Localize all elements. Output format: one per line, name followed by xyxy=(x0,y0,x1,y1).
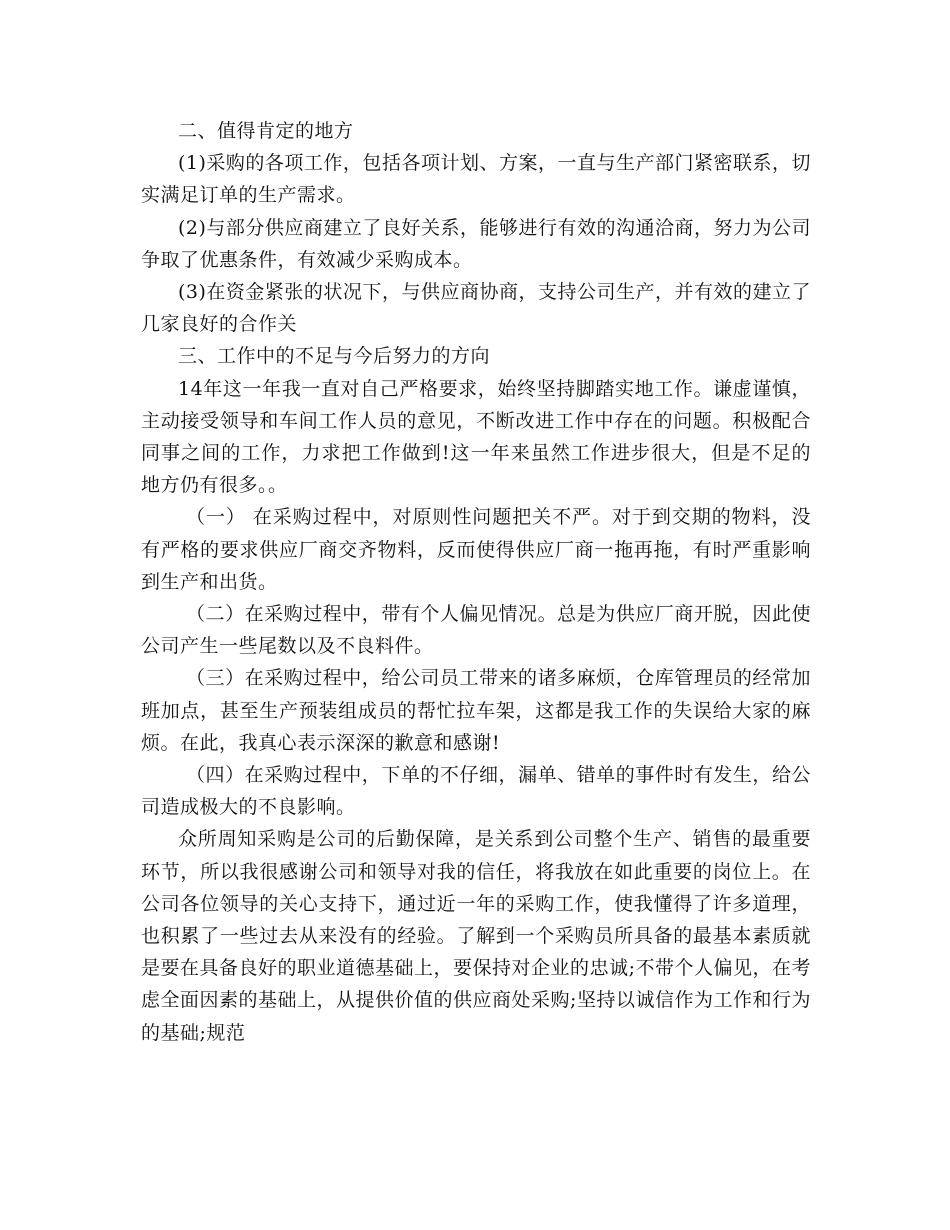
paragraph-summary: 14年这一年我一直对自己严格要求，始终坚持脚踏实地工作。谦虚谨慎，主动接受领导和车间工作人员的意见，不断改进工作中存在的问题。积极配合同事之间的工作，力求把工作做到!这一年来虽然工作进步很大，但是不足的地方仍有很多。。 xyxy=(141,377,811,497)
paragraph-shortcoming-2: （二）在采购过程中，带有个人偏见情况。总是为供应厂商开脱，因此使公司产生一些尾数以及不良料件。 xyxy=(141,603,811,658)
paragraph-shortcoming-3: （三）在采购过程中，给公司员工带来的诸多麻烦，仓库管理员的经常加班加点，甚至生产预装组成员的帮忙拉车架，这都是我工作的失误给大家的麻烦。在此，我真心表示深深的歉意和感谢! xyxy=(141,667,811,754)
section-heading-positive: 二、值得肯定的地方 xyxy=(178,120,354,142)
document-body xyxy=(141,115,811,1049)
paragraph-shortcoming-4: （四）在采购过程中，下单的不仔细，漏单、错单的事件时有发生，给公司造成极大的不良影响。 xyxy=(141,764,811,819)
section-heading-shortcomings: 三、工作中的不足与今后努力的方向 xyxy=(178,345,491,368)
paragraph-item-3: (3)在资金紧张的状况下，与供应商协商，支持公司生产，并有效的建立了几家良好的合作关 xyxy=(141,281,811,336)
paragraph-item-2: (2)与部分供应商建立了良好关系，能够进行有效的沟通洽商，努力为公司争取了优惠条件，有效减少采购成本。 xyxy=(141,216,811,271)
paragraph-shortcoming-1: （一） 在采购过程中，对原则性问题把关不严。对于到交期的物料，没有严格的要求供应厂商交齐物料，反而使得供应厂商一拖再拖，有时严重影响到生产和出货。 xyxy=(141,506,811,593)
paragraph-item-1: (1)采购的各项工作，包括各项计划、方案，一直与生产部门紧密联系，切实满足订单的生产需求。 xyxy=(141,152,811,207)
paragraph-conclusion: 众所周知采购是公司的后勤保障，是关系到公司整个生产、销售的最重要环节，所以我很感谢公司和领导对我的信任，将我放在如此重要的岗位上。在公司各位领导的关心支持下，通过近一年的采购工作，使我懂得了许多道理，也积累了一些过去从来没有的经验。了解到一个采购员所具备的最基本素质就是要在具备良好的职业道德基础上，要保持对企业的忠诚;不带个人偏见，在考虑全面因素的基础上，从提供价值的供应商处采购;坚持以诚信作为工作和行为的基础;规范 xyxy=(141,828,811,1044)
